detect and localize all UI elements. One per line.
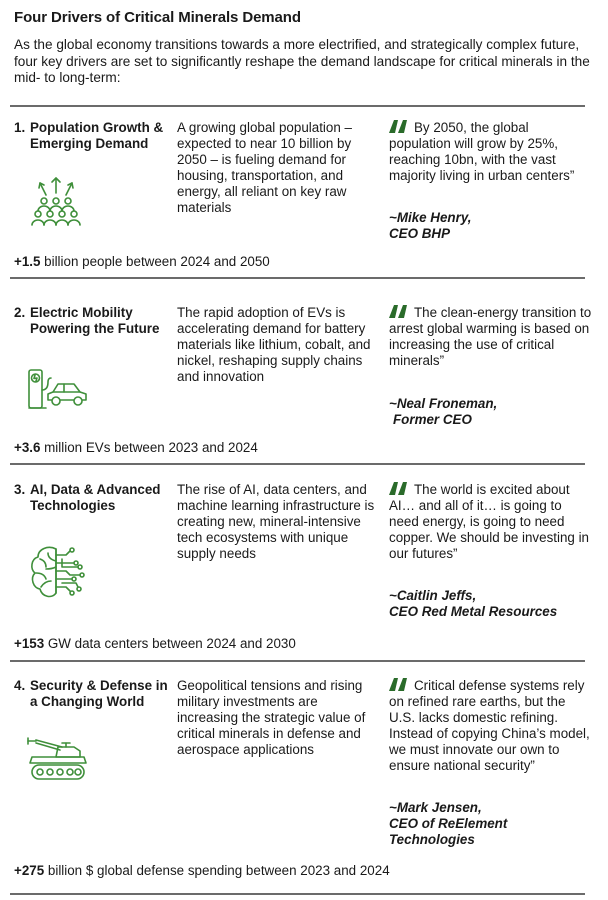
quote-mark-icon bbox=[389, 482, 409, 495]
quote-mark-icon bbox=[389, 678, 409, 691]
author-title: CEO of ReElement Technologies bbox=[389, 816, 508, 847]
driver-quote bbox=[389, 678, 594, 774]
military-tank-icon bbox=[26, 737, 90, 783]
divider bbox=[10, 893, 585, 895]
quote-author bbox=[389, 588, 599, 620]
divider bbox=[10, 277, 585, 279]
stat-value: +1.5 bbox=[14, 254, 41, 269]
quote-author bbox=[389, 396, 599, 428]
divider bbox=[10, 105, 585, 107]
driver-quote bbox=[389, 482, 594, 562]
author-name: ~Neal Froneman, bbox=[389, 396, 498, 411]
quote-text: The clean-energy transition to arrest global warming is based on increasing the use of critical minerals” bbox=[389, 305, 592, 368]
driver-stat bbox=[14, 863, 390, 878]
stat-value: +153 bbox=[14, 636, 45, 651]
quote-mark-icon bbox=[389, 305, 409, 318]
stat-text: million EVs between 2023 and 2024 bbox=[40, 440, 258, 455]
divider bbox=[10, 660, 585, 662]
electric-car-charging-icon bbox=[26, 360, 90, 412]
quote-text: By 2050, the global population will grow by 25%, reaching 10bn, with the vast majority living in urban centers” bbox=[389, 120, 575, 183]
driver-stat bbox=[14, 440, 258, 455]
driver-quote bbox=[389, 120, 594, 184]
author-title: CEO BHP bbox=[389, 226, 451, 241]
author-title: CEO Red Metal Resources bbox=[389, 604, 558, 619]
stat-value: +275 bbox=[14, 863, 45, 878]
stat-text: billion $ global defense spending between 2023 and 2024 bbox=[44, 863, 390, 878]
driver-description: Geopolitical tensions and rising military investments are increasing the strategic value of critical minerals in defense and aerospace applications bbox=[177, 678, 366, 757]
stat-text: billion people between 2024 and 2050 bbox=[40, 254, 270, 269]
divider bbox=[10, 463, 585, 465]
author-name: ~Mark Jensen, bbox=[389, 800, 482, 815]
driver-description: The rapid adoption of EVs is accelerating demand for battery materials like lithium, cobalt, and nickel, reshaping supply chains and innovation bbox=[177, 305, 371, 384]
driver-description: The rise of AI, data centers, and machine learning infrastructure is creating new, mineral-intensive tech ecosystems with unique supply needs bbox=[177, 482, 375, 561]
quote-author bbox=[389, 800, 599, 848]
driver-title-text: Security & Defense in a Changing World bbox=[30, 678, 168, 709]
driver-title-text: Electric Mobility Powering the Future bbox=[30, 305, 160, 336]
author-title: Former CEO bbox=[393, 412, 472, 427]
ai-brain-circuit-icon bbox=[26, 543, 88, 603]
driver-number: 2. bbox=[14, 305, 26, 320]
driver-title-text: Population Growth & Emerging Demand bbox=[30, 120, 164, 151]
driver-quote bbox=[389, 305, 594, 369]
quote-text: The world is excited about AI… and all of it… is going to need energy, is going to need copper. We should be investing in our futures” bbox=[389, 482, 589, 561]
driver-title-text: AI, Data & Advanced Technologies bbox=[30, 482, 161, 513]
driver-number: 3. bbox=[14, 482, 26, 497]
page-title: Four Drivers of Critical Minerals Demand bbox=[14, 9, 301, 26]
quote-text: Critical defense systems rely on refined rare earths, but the U.S. lacks domestic refining. Instead of copying China’s model, we must innovate our own to ensure national security” bbox=[389, 678, 590, 773]
stat-value: +3.6 bbox=[14, 440, 41, 455]
stat-text: GW data centers between 2024 and 2030 bbox=[44, 636, 296, 651]
quote-author bbox=[389, 210, 599, 242]
author-name: ~Mike Henry, bbox=[389, 210, 472, 225]
population-growth-icon bbox=[26, 175, 86, 227]
driver-number: 1. bbox=[14, 120, 26, 135]
driver-stat bbox=[14, 254, 270, 269]
author-name: ~Caitlin Jeffs, bbox=[389, 588, 477, 603]
driver-stat bbox=[14, 636, 296, 651]
driver-number: 4. bbox=[14, 678, 26, 693]
driver-description: A growing global population – expected to near 10 billion by 2050 – is fueling demand for housing, transportation, and energy, all reliant on key raw materials bbox=[177, 120, 352, 215]
intro-paragraph: As the global economy transitions towards a more electrified, and strategically complex future, four key drivers are set to significantly reshape the demand landscape for critical minerals in the mid- to long-term: bbox=[14, 37, 590, 86]
quote-mark-icon bbox=[389, 120, 409, 133]
